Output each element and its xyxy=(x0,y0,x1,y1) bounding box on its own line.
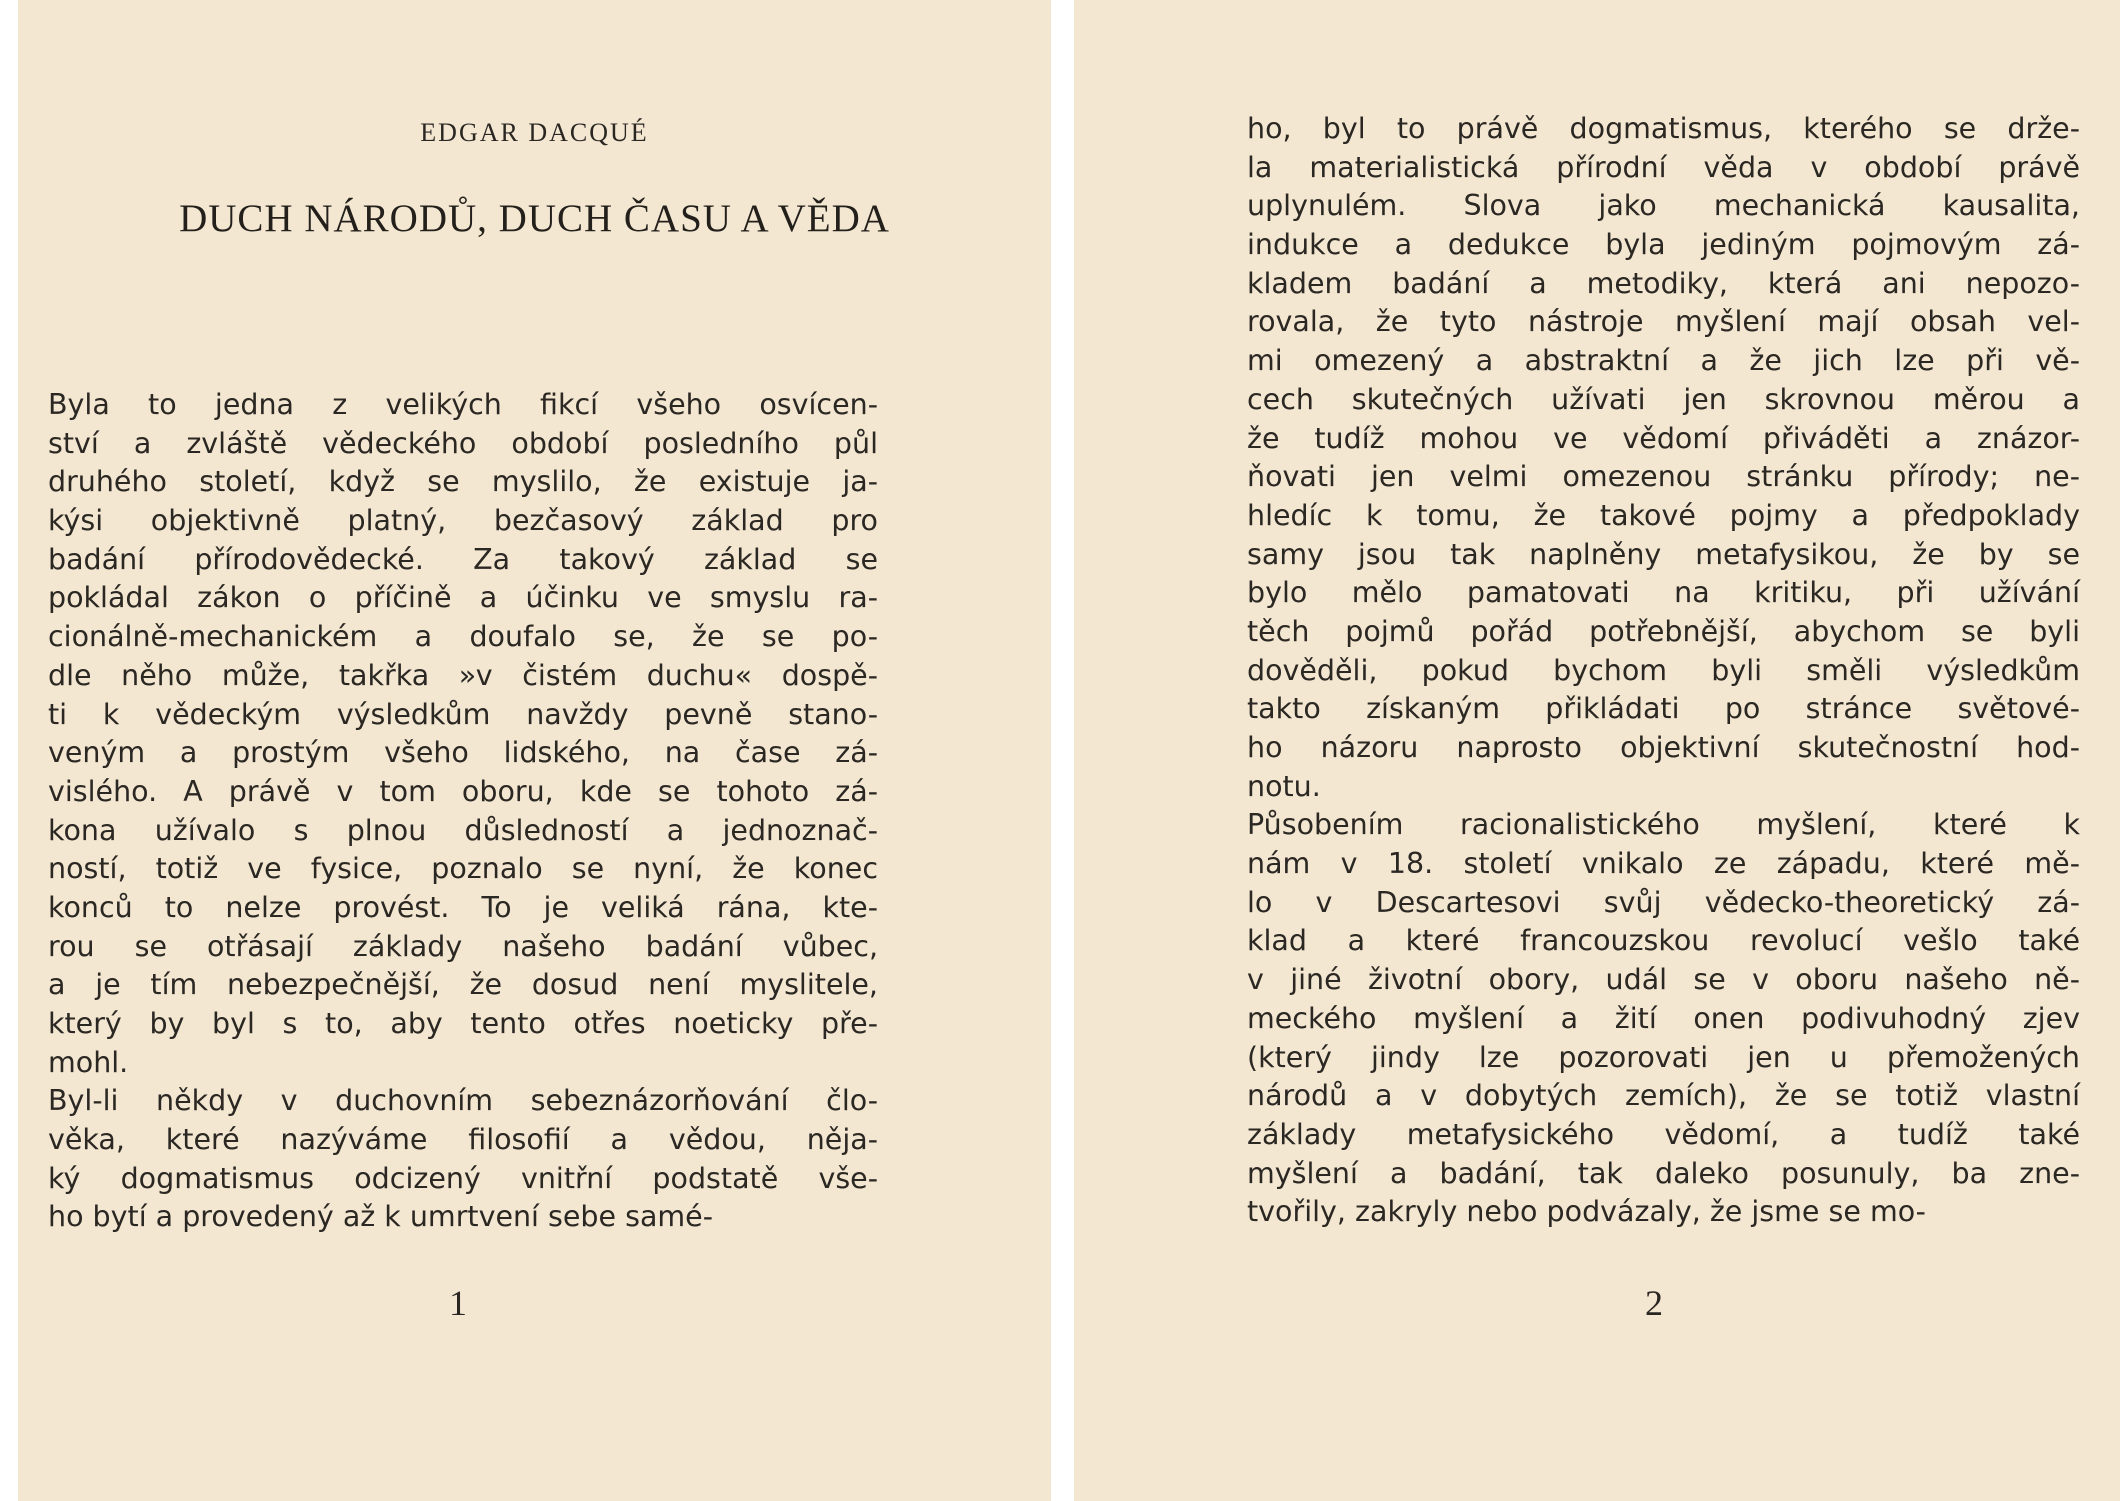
text-line: ho bytí a provedený až k umrtvení sebe samé- xyxy=(48,1200,713,1234)
text-line: uplynulém. Slova jako mechanická kausalita, xyxy=(1247,189,2080,223)
text-line: indukce a dedukce byla jediným pojmovým zá- xyxy=(1247,228,2080,262)
text-line: Byla to jedna z velikých fikcí všeho osvícen- xyxy=(48,388,878,421)
text-line: dle něho může, takřka »v čistém duchu« dospě- xyxy=(48,658,878,692)
page-number-right: 2 xyxy=(1645,1283,1663,1323)
text-line: kladem badání a metodiky, která ani nepozo- xyxy=(1247,266,2080,300)
text-line: druhého století, když se myslilo, že existuje ja- xyxy=(48,465,878,499)
text-line: ho, byl to právě dogmatismus, kterého se drže- xyxy=(1247,112,2080,145)
text-line: že tudíž mohou ve vědomí přiváděti a znázor- xyxy=(1247,421,2080,455)
text-line: kýsi objektivně platný, bezčasový základ pro xyxy=(48,504,878,538)
running-head: EDGAR DACQUÉ xyxy=(420,118,649,147)
text-line: konců to nelze provést. To je veliká rána, kte- xyxy=(48,890,878,924)
text-line: bylo mělo pamatovati na kritiku, při užívání xyxy=(1247,576,2080,610)
text-line: ký dogmatismus odcizený vnitřní podstatě vše- xyxy=(48,1161,878,1195)
text-line: lo v Descartesovi svůj vědecko-theoretický zá- xyxy=(1247,885,2080,919)
text-line: cech skutečných užívati jen skrovnou měrou a xyxy=(1247,382,2080,416)
text-line: ti k vědeckým výsledkům navždy pevně stano- xyxy=(48,697,878,731)
text-line: ho názoru naprosto objektivní skutečnostní hod- xyxy=(1247,731,2080,764)
text-line: badání přírodovědecké. Za takový základ se xyxy=(48,542,878,576)
text-line: ňovati jen velmi omezenou stránku přírody; ne- xyxy=(1247,460,2080,494)
text-line: věka, které nazýváme filosofií a vědou, něja- xyxy=(48,1123,878,1157)
text-line: základy metafysického vědomí, a tudíž také xyxy=(1247,1117,2080,1151)
text-line: kona užívalo s plnou důsledností a jednoznač- xyxy=(48,813,878,847)
text-line: la materialistická přírodní věda v období právě xyxy=(1247,150,2080,184)
text-line: klad a které francouzskou revolucí vešlo také xyxy=(1247,924,2080,958)
text-line: ností, totiž ve fysice, poznalo se nyní, že konec xyxy=(48,852,878,886)
text-line: (který jindy lze pozorovati jen u přemožených xyxy=(1247,1040,2080,1074)
text-line: národů a v dobytých zemích), že se totiž vlastní xyxy=(1247,1079,2080,1113)
text-line: těch pojmů pořád potřebnější, abychom se byli xyxy=(1247,614,2080,648)
text-line: takto získaným přikládati po stránce světové- xyxy=(1247,692,2080,726)
text-line: vislého. A právě v tom oboru, kde se tohoto zá- xyxy=(48,774,878,808)
text-line: mi omezený a abstraktní a že jich lze při vě- xyxy=(1247,344,2080,378)
text-line: meckého myšlení a žití onen podivuhodný zjev xyxy=(1247,1001,2080,1035)
text-line: mohl. xyxy=(48,1045,129,1079)
right-page xyxy=(1074,0,2120,1501)
text-line: Působením racionalistického myšlení, které k xyxy=(1247,808,2080,842)
left-page xyxy=(18,0,1051,1501)
text-line: pokládal zákon o příčině a účinku ve smyslu ra- xyxy=(48,581,878,615)
body-text-left xyxy=(48,386,878,1237)
text-line: myšlení a badání, tak daleko posunuly, ba zne- xyxy=(1247,1156,2080,1190)
text-line: veným a prostým všeho lidského, na čase zá- xyxy=(48,736,878,770)
text-line: rou se otřásají základy našeho badání vůbec, xyxy=(48,929,878,963)
text-line: notu. xyxy=(1247,769,1321,803)
text-line: rovala, že tyto nástroje myšlení mají obsah vel- xyxy=(1247,305,2080,339)
text-line: nám v 18. století vnikalo ze západu, které mě- xyxy=(1247,847,2080,881)
text-line: samy jsou tak naplněny metafysikou, že by se xyxy=(1247,537,2080,571)
page-number-left: 1 xyxy=(449,1283,467,1323)
text-line: cionálně-mechanickém a doufalo se, že se po- xyxy=(48,620,878,654)
text-line: tvořily, zakryly nebo podvázaly, že jsme se mo- xyxy=(1247,1195,1926,1229)
text-line: v jiné životní obory, udál se v oboru našeho ně- xyxy=(1247,963,2080,997)
body-text-right xyxy=(1247,110,2080,1232)
text-line: Byl-li někdy v duchovním sebeznázorňování člo- xyxy=(48,1084,878,1118)
text-line: dověděli, pokud bychom byli směli výsledkům xyxy=(1247,653,2080,687)
chapter-title: DUCH NÁRODŮ, DUCH ČASU A VĚDA xyxy=(179,197,890,240)
text-line: hledíc k tomu, že takové pojmy a předpoklady xyxy=(1247,498,2080,532)
text-line: a je tím nebezpečnější, že dosud není myslitele, xyxy=(48,968,878,1002)
text-line: ství a zvláště vědeckého období posledního půl xyxy=(48,426,878,460)
text-line: který by byl s to, aby tento otřes noeticky pře- xyxy=(48,1007,878,1040)
